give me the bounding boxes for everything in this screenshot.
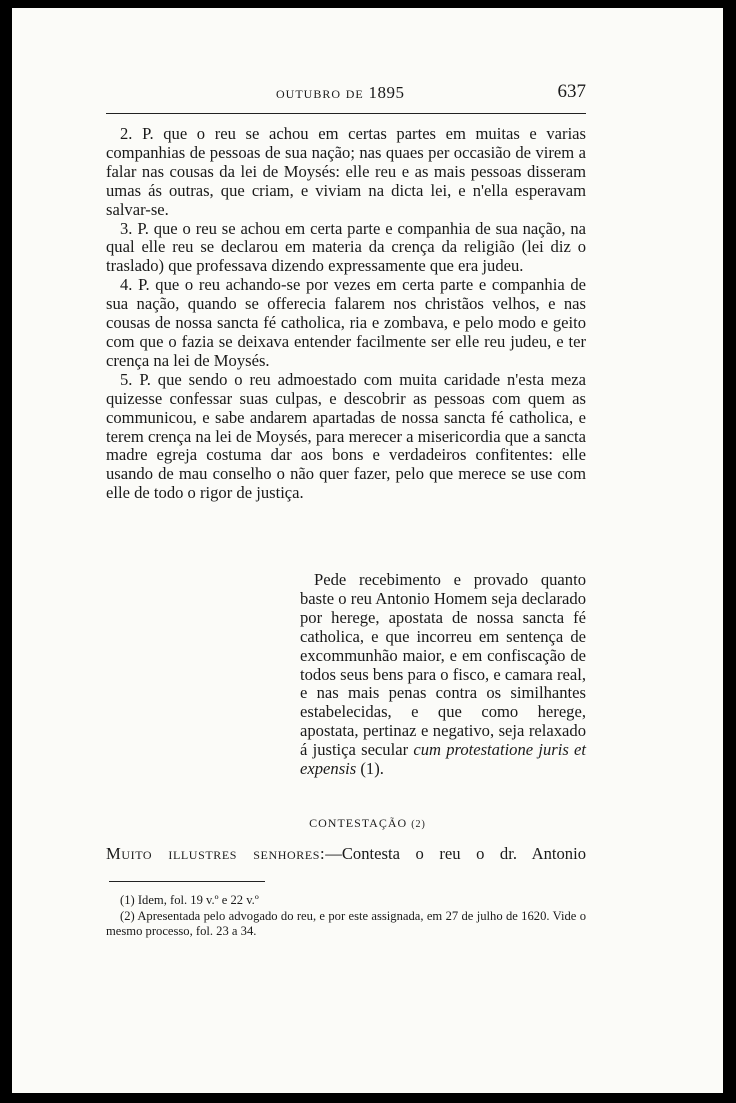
section-heading xyxy=(12,816,723,831)
page-number: 637 xyxy=(557,81,586,102)
running-header xyxy=(106,78,586,106)
footnote-rule xyxy=(109,881,265,882)
header-rule xyxy=(106,113,586,114)
petition-note-ref: (1). xyxy=(360,759,384,779)
petition-text: Pede recebimento e provado quanto baste o reu Antonio Homem seja declarado por herege, apostata de nossa sancta fé catholica, e que incorreu em sentença de excommunhão maior, e em confiscação de todos seus bens para o fisco, e camara real, e nas mais penas contra os similhantes estabelecidas, e que como herege, apostata, pertinaz e negativo, seja relaxado á justiça secular xyxy=(300,570,586,760)
footnotes xyxy=(106,893,586,940)
contestacao-text: —Contesta o reu o dr. Antonio xyxy=(325,844,587,863)
footnote: (2) Apresentada pelo advogado do reu, e por este assignada, em 27 de julho de 1620. Vide o mesmo processo, fol. 23 a 34. xyxy=(106,908,586,938)
petition-latin: cum protestatione juris et expensis xyxy=(300,740,586,779)
section-heading-note-ref: (2) xyxy=(411,819,426,830)
petition-block xyxy=(300,571,586,779)
articles-body xyxy=(106,125,586,503)
header-title xyxy=(276,83,405,103)
header-month: OUTUBRO xyxy=(276,87,342,101)
document-page xyxy=(12,8,723,1093)
header-year: 1895 xyxy=(368,83,405,102)
article-paragraph: 5. P. que sendo o reu admoestado com muita caridade n'esta meza quizesse confessar suas culpas, e descobrir as pessoas com quem as communicou, e sabe andarem apartadas de nossa sancta fé catholica, e terem crença na lei de Moysés, para merecer a misericordia que a sancta madre egreja costuma dar aos bons e verdadeiros confitentes: elle usando de mau conselho o não quer fazer, pelo que merece se use com elle de todo o rigor de justiça. xyxy=(106,369,586,503)
contestacao-opening xyxy=(106,844,586,863)
header-de: DE xyxy=(345,87,364,101)
article-paragraph: 3. P. que o reu se achou em certa parte e companhia de sua nação, na qual elle reu se declarou em materia da crença da religião (lei diz o traslado) que professava dizendo expressamente que era judeu. xyxy=(106,218,586,276)
article-paragraph: 2. P. que o reu se achou em certas partes em muitas e varias companhias de pessoas de sua nação; nas quaes per occasião de virem a falar nas cousas da lei de Moysés: elle reu e as mais pessoas disseram umas ás outras, que criam, e viviam na dicta lei, e n'ella esperavam salvar-se. xyxy=(106,124,586,219)
salutation: Muito illustres senhores: xyxy=(106,844,326,863)
section-heading-text: CONTESTAÇÃO xyxy=(309,816,408,830)
article-paragraph: 4. P. que o reu achando-se por vezes em certa parte e companhia de sua nação, quando se offerecia falarem nos christãos velhos, e nas cousas de nossa sancta fé catholica, ria e zombava, e pelo modo e geito com que o fazia se deixava entender facilmente ser elle reu judeu, e ter crença na lei de Moysés. xyxy=(106,275,586,370)
petition-paragraph xyxy=(300,571,586,779)
footnote: (1) Idem, fol. 19 v.º e 22 v.º xyxy=(120,893,259,907)
